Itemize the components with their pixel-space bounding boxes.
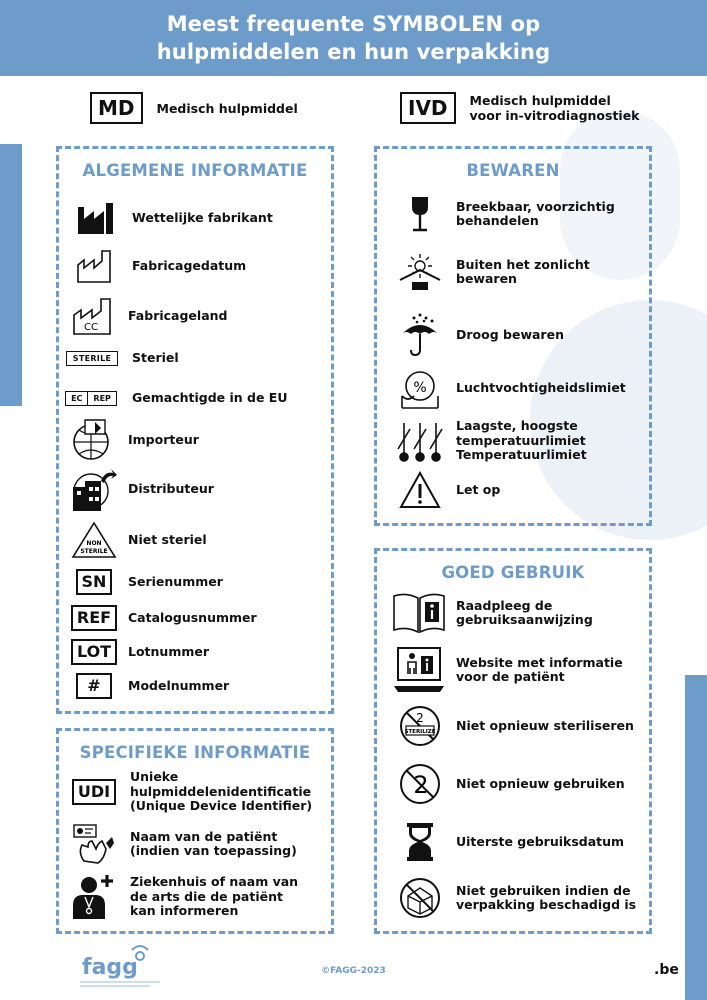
udi-symbol: UDI [72, 779, 116, 805]
list-item [398, 252, 590, 292]
md-symbol-row [90, 92, 298, 124]
cc-text: CC [84, 322, 98, 333]
list-item [64, 378, 288, 418]
patient-website-icon [392, 646, 446, 694]
page-title-line-2: hulpmiddelen en hun verpakking [156, 40, 551, 64]
damaged-package-icon [398, 876, 442, 920]
be-logo: .be [654, 962, 679, 978]
label-line: kan informeren [130, 903, 239, 919]
item-label: Importeur [128, 431, 199, 447]
do-not-reuse-icon [398, 762, 442, 806]
list-item [398, 470, 500, 510]
copyright: ©FAGG-2023 [321, 966, 386, 976]
list-item [398, 704, 634, 748]
percent-text: % [413, 380, 427, 396]
list-item [398, 762, 625, 806]
fragile-glass-icon [398, 194, 442, 234]
label-line: Website met informatie [456, 654, 623, 670]
list-item [70, 822, 297, 866]
humidity-limit-icon [398, 366, 442, 410]
item-label [456, 599, 593, 628]
label-line: Breekbaar, voorzichtig [456, 198, 615, 214]
consult-instructions-icon [392, 592, 446, 634]
item-label: Luchtvochtigheidslimiet [456, 379, 626, 395]
item-label: Fabricagedatum [132, 257, 247, 273]
ivd-symbol-row [400, 92, 640, 124]
label-line: Buiten het zonlicht [456, 256, 590, 272]
ref-symbol: REF [71, 605, 117, 631]
label-line: bewaren [456, 271, 517, 286]
list-item [398, 366, 626, 410]
label-line: hulpmiddelenidentificatie [130, 783, 312, 799]
item-label: Serienummer [128, 573, 223, 589]
factory-outline-icon [74, 246, 118, 286]
sterile-icon [66, 338, 118, 378]
item-label: Niet opnieuw gebruiken [456, 775, 625, 791]
list-item [74, 198, 273, 238]
item-label [130, 875, 298, 919]
item-label: Lotnummer [128, 643, 210, 659]
hash-symbol: # [76, 673, 111, 699]
two-text: 2 [413, 771, 429, 799]
list-item [70, 296, 227, 336]
algemene-informatie-title: ALGEMENE INFORMATIE [82, 161, 308, 180]
label-line: Ziekenhuis of naam van [130, 874, 299, 890]
label-line: Raadpleeg de [456, 597, 553, 613]
ec-text: EC [71, 393, 83, 403]
list-item [74, 246, 246, 286]
label-line: voor de patiënt [456, 669, 565, 684]
list-item [70, 466, 214, 512]
label-line: gebruiksaanwijzing [456, 612, 593, 627]
keep-from-sunlight-icon [398, 252, 442, 292]
keep-dry-umbrella-icon [398, 312, 442, 358]
item-label: Let op [456, 481, 501, 497]
sterile-text: STERILE [80, 548, 108, 555]
page-title-line-1: Meest frequente SYMBOLEN op [166, 12, 541, 36]
do-not-resterilize-icon [398, 704, 442, 748]
factory-cc-icon [70, 296, 118, 336]
hash-icon [72, 666, 116, 706]
lot-symbol: LOT [71, 639, 117, 665]
label-line: Niet gebruiken indien de [456, 882, 631, 898]
fagg-text: fagg [82, 955, 138, 980]
distributor-icon [70, 466, 118, 512]
importer-icon [70, 418, 118, 462]
label-line: Unieke [130, 769, 179, 784]
list-item [66, 338, 179, 378]
item-label [130, 830, 297, 859]
temperature-limit-icon [394, 418, 446, 464]
item-label: Wettelijke fabrikant [132, 209, 273, 225]
item-label: Droog bewaren [456, 326, 564, 342]
non-text: NON [86, 540, 102, 547]
item-label [456, 656, 623, 685]
left-side-bar [0, 144, 22, 406]
item-label: Fabricageland [128, 307, 228, 323]
label-line: temperatuurlimiet [456, 432, 586, 448]
label-line: behandelen [456, 213, 539, 228]
item-label: Niet opnieuw steriliseren [456, 717, 634, 733]
sn-symbol: SN [76, 569, 113, 595]
right-side-bar [685, 675, 707, 1000]
ivd-symbol: IVD [400, 92, 456, 124]
ivd-label-line-1: Medisch hulpmiddel [469, 93, 611, 108]
label-line: Naam van de patiënt [130, 828, 278, 844]
list-item [398, 820, 624, 864]
item-label [456, 419, 587, 463]
udi-icon [70, 772, 118, 812]
list-item [70, 418, 199, 462]
item-label: Distributeur [128, 480, 214, 496]
factory-filled-icon [74, 198, 118, 238]
label-line: verpakking beschadigd is [456, 897, 637, 912]
item-label: Uiterste gebruiksdatum [456, 833, 625, 849]
list-item [398, 876, 636, 920]
item-label [130, 770, 312, 814]
md-symbol: MD [90, 92, 143, 124]
item-label: Catalogusnummer [128, 609, 257, 625]
label-line: Temperatuurlimiet [456, 447, 587, 463]
list-item [392, 592, 593, 634]
ivd-label-line-2: voor in-vitrodiagnostiek [469, 108, 640, 123]
list-item [392, 646, 623, 694]
sterile-symbol: STERILE [66, 351, 118, 366]
label-line: de arts die de patiënt [130, 888, 283, 904]
hourglass-expiry-icon [398, 820, 442, 864]
list-item [394, 418, 587, 464]
list-item [70, 770, 312, 814]
list-item [72, 562, 223, 602]
item-label: Steriel [132, 349, 179, 365]
page-header [0, 0, 707, 76]
two-text: 2 [416, 711, 424, 725]
list-item [398, 194, 615, 234]
list-item [72, 666, 229, 706]
list-item [70, 520, 207, 560]
caution-triangle-icon [398, 470, 442, 510]
ec-rep-icon [64, 378, 118, 418]
item-label [456, 884, 636, 913]
rep-text: REP [87, 392, 116, 405]
ivd-label [470, 93, 640, 123]
item-label [456, 200, 615, 229]
list-item [70, 872, 298, 922]
list-item [398, 312, 564, 358]
item-label: Modelnummer [128, 677, 230, 693]
fagg-logo [60, 940, 170, 990]
item-label [456, 258, 590, 287]
goed-gebruik-title: GOED GEBRUIK [441, 563, 585, 582]
label-line: Laagste, hoogste [456, 418, 578, 434]
md-label: Medisch hulpmiddel [156, 100, 298, 116]
non-sterile-icon [70, 520, 118, 560]
sterilize-text: STERILIZE [404, 729, 436, 735]
bewaren-title: BEWAREN [466, 161, 560, 180]
label-line: (indien van toepassing) [130, 843, 297, 858]
specifieke-informatie-title: SPECIFIEKE INFORMATIE [79, 743, 311, 762]
patient-name-icon [70, 822, 118, 866]
item-label: Niet steriel [128, 531, 207, 547]
hospital-doctor-icon [70, 872, 118, 922]
label-line: (Unique Device Identifier) [130, 798, 313, 813]
sn-icon [72, 562, 116, 602]
item-label: Gemachtigde in de EU [132, 389, 288, 405]
